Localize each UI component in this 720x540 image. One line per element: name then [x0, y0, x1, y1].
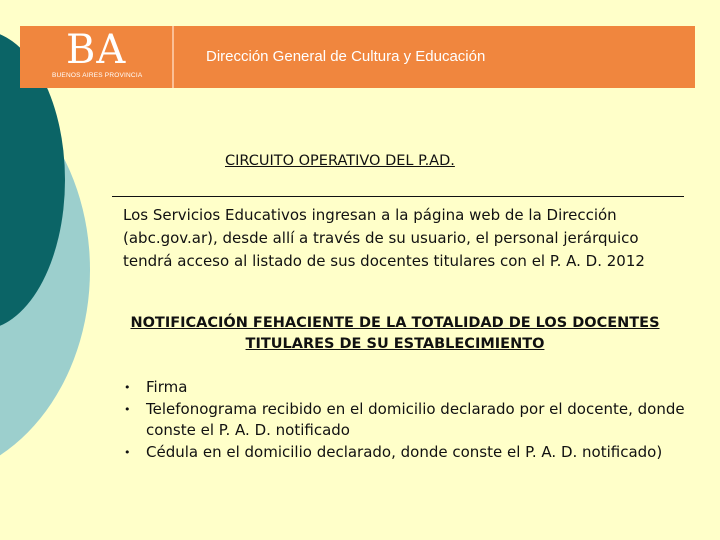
bullet-icon: • [124, 402, 131, 416]
ba-logo [20, 26, 172, 88]
bullet-icon: • [124, 381, 131, 394]
page-title: CIRCUITO OPERATIVO DEL P.AD. [225, 153, 455, 169]
logo-text: BA [66, 27, 127, 73]
intro-paragraph: Los Servicios Educativos ingresan a la página web de la Dirección (abc.gov.ar), desde allí a través de su usuario, el personal jerárquico tendrá acceso al listado de sus docentes titulares con el P. A. D. 2012 [123, 206, 645, 270]
list-item-text: Firma [146, 378, 188, 396]
header-title: Dirección General de Cultura y Educación [206, 48, 486, 65]
notification-methods-list [120, 377, 690, 463]
list-item [120, 377, 690, 399]
list-item-text: Telefonograma recibido en el domicilio declarado por el docente, donde conste el P. A. D. notificado [146, 399, 685, 439]
bullet-icon: • [124, 445, 131, 459]
header-banner [20, 26, 695, 88]
list-item-text: Cédula en el domicilio declarado, donde conste el P. A. D. notificado) [146, 442, 663, 461]
title-rule [112, 196, 684, 197]
logo-subtext: BUENOS AIRES PROVINCIA [52, 72, 143, 79]
notification-heading: NOTIFICACIÓN FEHACIENTE DE LA TOTALIDAD DE LOS DOCENTES TITULARES DE SU ESTABLECIMIENTO [130, 315, 660, 352]
list-item [120, 442, 690, 464]
header-divider [172, 26, 174, 88]
list-item [120, 399, 690, 442]
